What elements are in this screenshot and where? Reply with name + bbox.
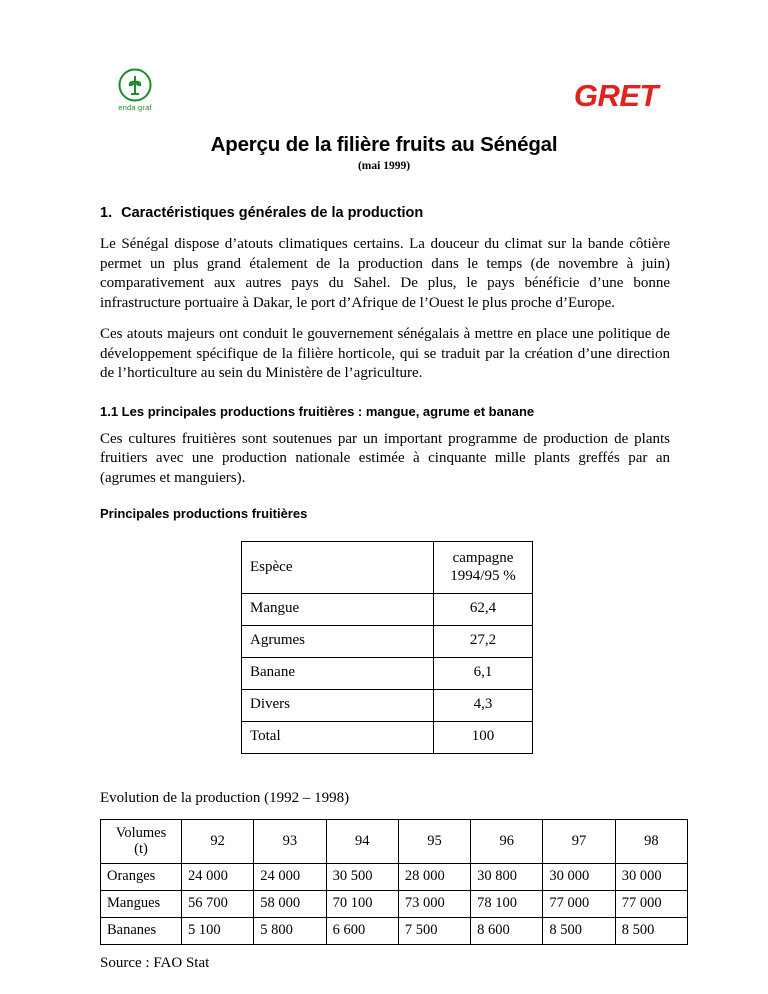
table1-caption: Principales productions fruitières [100, 506, 308, 521]
table-cell-value: 24 000 [182, 863, 254, 890]
productions-table [241, 541, 533, 754]
gret-logo: GRET [573, 78, 658, 113]
table-cell-label: Divers [242, 689, 434, 721]
table-cell-value: 28 000 [398, 863, 470, 890]
table2-caption: Evolution de la production (1992 – 1998) [100, 789, 350, 806]
table-cell-value: 7 500 [398, 917, 470, 944]
table-header-cell: 94 [326, 819, 398, 863]
table-cell-label: Total [242, 721, 434, 753]
enda-graf-logo [100, 68, 170, 112]
enda-tree-icon [118, 68, 152, 102]
table-cell-value: 78 100 [471, 890, 543, 917]
table-cell-value: 8 500 [615, 917, 687, 944]
section-heading-1 [100, 205, 670, 221]
table-row [101, 890, 688, 917]
table-cell-value: 27,2 [434, 625, 533, 657]
table-header-cell [101, 819, 182, 863]
table-cell-label: Agrumes [242, 625, 434, 657]
table-row [101, 863, 688, 890]
table-header-cell: Espèce [242, 542, 434, 594]
section-number: 1. [100, 205, 113, 221]
table-header-cell [434, 542, 533, 594]
section-title: Caractéristiques générales de la production [121, 205, 424, 221]
table-row [242, 689, 533, 721]
table-cell-value: 5 100 [182, 917, 254, 944]
table-cell-value: 30 500 [326, 863, 398, 890]
table-cell-label: Banane [242, 657, 434, 689]
table-row [101, 917, 688, 944]
table-cell-value: 56 700 [182, 890, 254, 917]
table-header-cell: 95 [398, 819, 470, 863]
header-line-1: Volumes [115, 824, 167, 841]
table-header-cell: 93 [254, 819, 326, 863]
paragraph: Ces cultures fruitières sont soutenues par un important programme de production de plants fruitiers avec une production nationale estimée à cinquante mille plants greffés par an (agrumes et manguiers). [100, 430, 670, 486]
table-cell-value: 62,4 [434, 593, 533, 625]
table-cell-label: Bananes [101, 917, 182, 944]
subsection-heading-1-1: 1.1 Les principales productions fruitières : mangue, agrume et banane [100, 403, 535, 419]
table-header-cell: 92 [182, 819, 254, 863]
table1-container [100, 541, 670, 754]
table-cell-value: 77 000 [615, 890, 687, 917]
paragraph: Ces atouts majeurs ont conduit le gouvernement sénégalais à mettre en place une politique de développement spécifique de la filière horticole, qui se traduit par la création d’une direction de l’horticulture au sein du Ministère de l’agriculture. [100, 326, 670, 381]
table-cell-value: 77 000 [543, 890, 615, 917]
table-cell-value: 30 000 [615, 863, 687, 890]
table-row [242, 625, 533, 657]
table-cell-value: 4,3 [434, 689, 533, 721]
table-cell-label: Mangues [101, 890, 182, 917]
table-cell-value: 24 000 [254, 863, 326, 890]
production-evolution-table [100, 819, 688, 945]
document-body [100, 205, 670, 987]
header-line-1: campagne [452, 550, 514, 566]
page-title: Aperçu de la filière fruits au Sénégal [210, 133, 558, 156]
document-header [0, 68, 768, 128]
header-line-2: 1994/95 % [450, 568, 516, 585]
table-header-row [101, 819, 688, 863]
table-header-cell: 97 [543, 819, 615, 863]
table2-source: Source : FAO Stat [100, 954, 210, 971]
table-header-row [242, 542, 533, 594]
table-row [242, 721, 533, 753]
table-header-cell: 98 [615, 819, 687, 863]
enda-graf-label: enda graf [118, 103, 152, 112]
table-cell-value: 6 600 [326, 917, 398, 944]
table-header-cell: 96 [471, 819, 543, 863]
table-cell-value: 5 800 [254, 917, 326, 944]
paragraph: Le Sénégal dispose d’atouts climatiques certains. La douceur du climat sur la bande côtière permet un plus grand étalement de la production dans le temps (de novembre à juin) comparativement aux autres pays du Sahel. De plus, le pays bénéficie d’une bonne infrastructure portuaire à Dakar, le port d’Afrique de l’Ouest le plus proche d’Europe. [100, 236, 670, 311]
header-line-2: (t) [134, 841, 148, 858]
table-cell-label: Oranges [101, 863, 182, 890]
table-cell-label: Mangue [242, 593, 434, 625]
page-subtitle: (mai 1999) [357, 160, 411, 172]
table-row [242, 593, 533, 625]
table-cell-value: 100 [434, 721, 533, 753]
table-cell-value: 58 000 [254, 890, 326, 917]
table-cell-value: 30 800 [471, 863, 543, 890]
table-cell-value: 8 500 [543, 917, 615, 944]
table-row [242, 657, 533, 689]
table-cell-value: 6,1 [434, 657, 533, 689]
table-cell-value: 73 000 [398, 890, 470, 917]
table-cell-value: 30 000 [543, 863, 615, 890]
table-cell-value: 8 600 [471, 917, 543, 944]
table-cell-value: 70 100 [326, 890, 398, 917]
